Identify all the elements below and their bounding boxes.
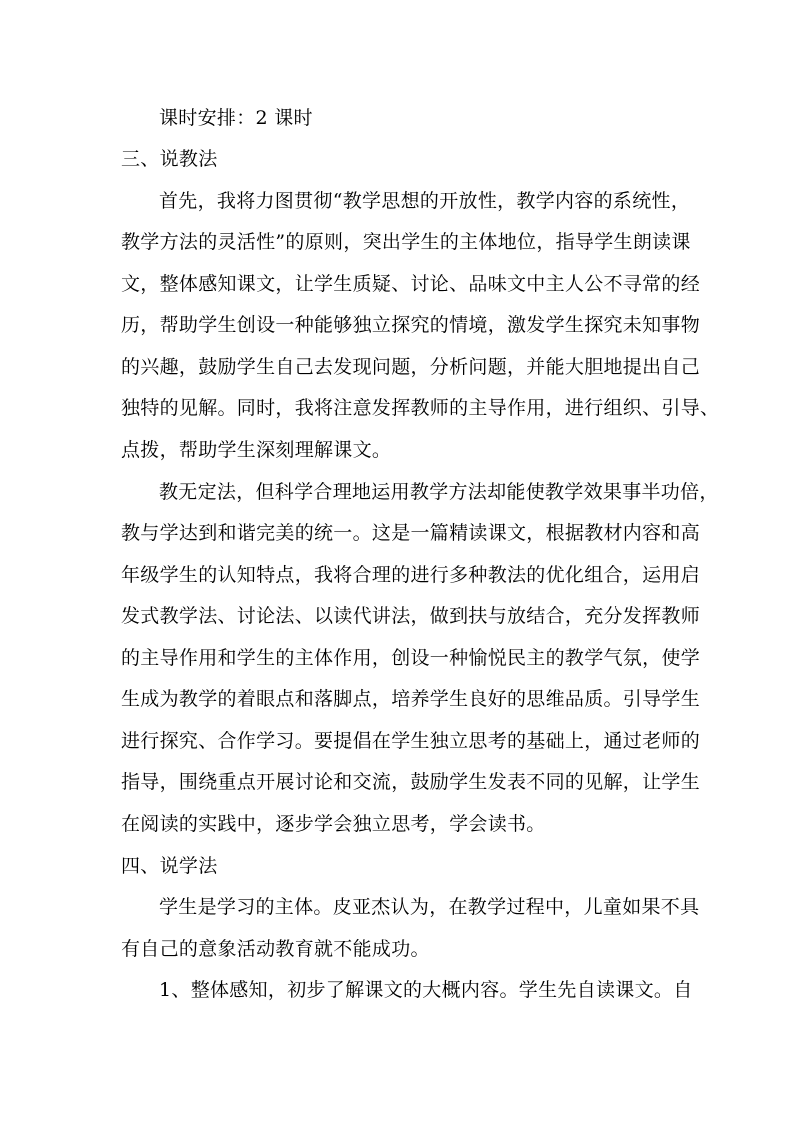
paragraph-line: 生成为教学的着眼点和落脚点，培养学生良好的思维品质。引导学生	[121, 688, 701, 710]
paragraph-line: 独特的见解。同时，我将注意发挥教师的主导作用，进行组织、引导、	[121, 397, 720, 419]
section-heading-teaching-method: 三、说教法	[121, 148, 218, 170]
paragraph-line: 首先，我将力图贯彻“教学思想的开放性，教学内容的系统性，	[159, 190, 691, 212]
paragraph-line: 有自己的意象活动教育就不能成功。	[121, 938, 430, 960]
paragraph-line: 教与学达到和谐完美的统一。这是一篇精读课文，根据教材内容和高	[121, 522, 701, 544]
paragraph-line: 的兴趣，鼓励学生自己去发现问题，分析问题，并能大胆地提出自己	[121, 356, 701, 378]
paragraph-line: 在阅读的实践中，逐步学会独立思考，学会读书。	[121, 813, 546, 835]
paragraph-line: 历，帮助学生创设一种能够独立探究的情境，激发学生探究未知事物	[121, 314, 701, 336]
paragraph-line: 教无定法，但科学合理地运用教学方法却能使教学效果事半功倍，	[159, 481, 719, 503]
section-heading-learning-method: 四、说学法	[121, 855, 218, 877]
paragraph-line: 点拨，帮助学生深刻理解课文。	[121, 439, 392, 461]
paragraph-line: 指导，围绕重点开展讨论和交流，鼓励学生发表不同的见解，让学生	[121, 771, 701, 793]
class-hours-line: 课时安排：2 课时	[159, 107, 313, 129]
paragraph-line: 文，整体感知课文，让学生质疑、讨论、品味文中主人公不寻常的经	[121, 273, 701, 295]
paragraph-line: 发式教学法、讨论法、以读代讲法，做到扶与放结合，充分发挥教师	[121, 605, 701, 627]
paragraph-line: 1、整体感知，初步了解课文的大概内容。学生先自读课文。自	[159, 979, 693, 1001]
paragraph-line: 年级学生的认知特点，我将合理的进行多种教法的优化组合，运用启	[121, 564, 701, 586]
paragraph-line: 学生是学习的主体。皮亚杰认为，在教学过程中，儿童如果不具	[159, 896, 700, 918]
paragraph-line: 进行探究、合作学习。要提倡在学生独立思考的基础上，通过老师的	[121, 730, 701, 752]
paragraph-line: 的主导作用和学生的主体作用，创设一种愉悦民主的教学气氛，使学	[121, 647, 701, 669]
paragraph-line: 教学方法的灵活性”的原则，突出学生的主体地位，指导学生朗读课	[121, 231, 691, 253]
